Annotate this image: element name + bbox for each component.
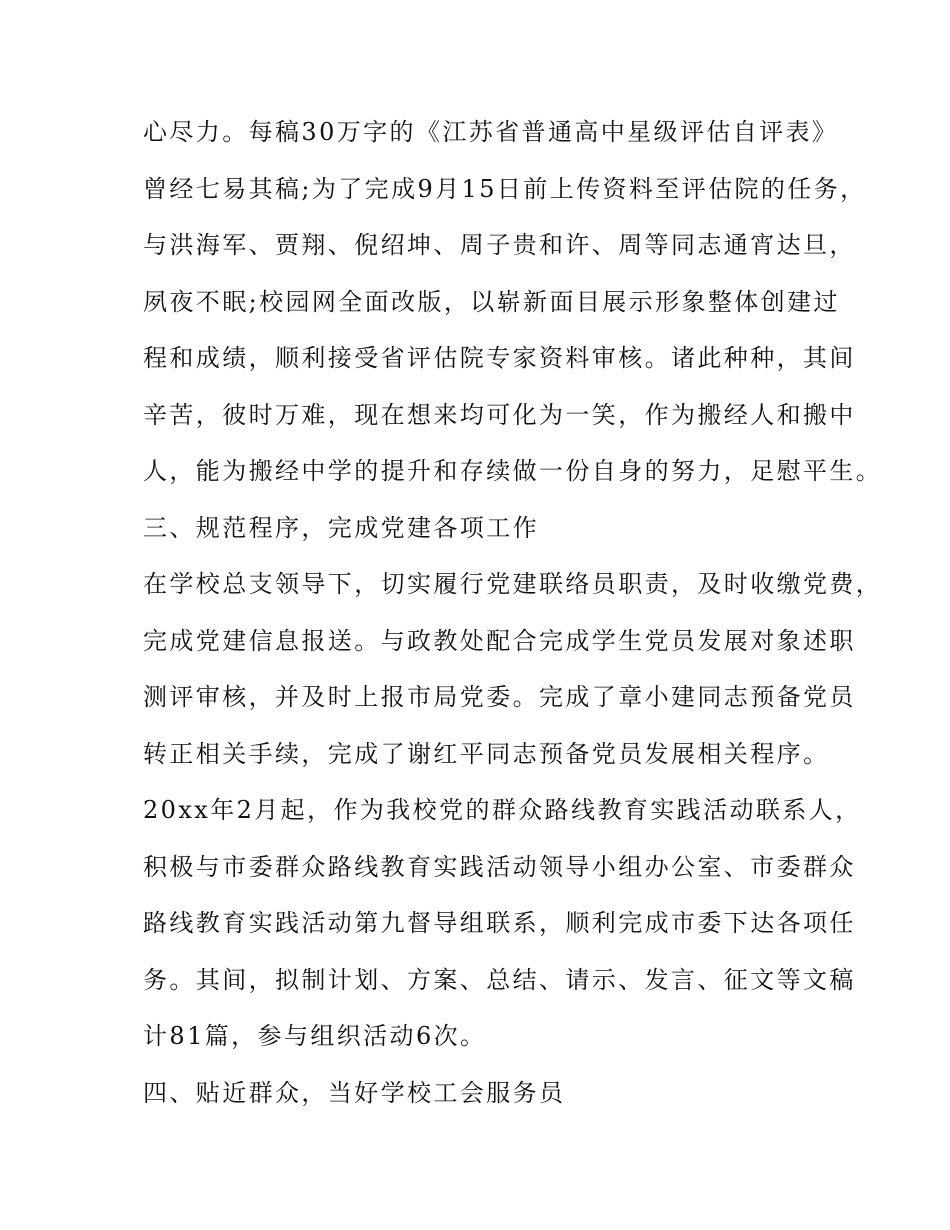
paragraph-line: 程和成绩，顺利接受省评估院专家资料审核。诸此种种，其间	[143, 344, 856, 372]
paragraph-line: 人，能为搬经中学的提升和存续做一份自身的努力，足慰平生。	[143, 457, 883, 485]
paragraph-line: 转正相关手续，完成了谢红平同志预备党员发展相关程序。	[143, 740, 830, 768]
paragraph-line: 20xx年2月起，作为我校党的群众路线教育实践活动联系人，	[143, 796, 862, 824]
paragraph-line: 计81篇，参与组织活动6次。	[143, 1022, 487, 1050]
section-heading: 三、规范程序，完成党建各项工作	[143, 514, 539, 542]
paragraph-line: 曾经七易其稿;为了完成9月15日前上传资料至评估院的任务，	[143, 175, 867, 203]
paragraph-line: 夙夜不眠;校园网全面改版，以崭新面目展示形象整体创建过	[143, 288, 840, 316]
paragraph-line: 务。其间，拟制计划、方案、总结、请示、发言、征文等文稿	[143, 966, 856, 994]
paragraph-line: 与洪海军、贾翔、倪绍坤、周子贵和许、周等同志通宵达旦，	[143, 231, 856, 259]
paragraph-line: 辛苦，彼时万难，现在想来均可化为一笑，作为搬经人和搬中	[143, 401, 856, 429]
paragraph-line: 心尽力。每稿30万字的《江苏省普通高中星级评估自评表》	[143, 118, 839, 146]
paragraph-line: 测评审核，并及时上报市局党委。完成了章小建同志预备党员	[143, 683, 856, 711]
paragraph-line: 在学校总支领导下，切实履行党建联络员职责，及时收缴党费，	[143, 570, 883, 598]
paragraph-line: 路线教育实践活动第九督导组联系，顺利完成市委下达各项任	[143, 909, 856, 937]
section-heading: 四、贴近群众，当好学校工会服务员	[143, 1079, 566, 1107]
paragraph-line: 积极与市委群众路线教育实践活动领导小组办公室、市委群众	[143, 853, 856, 881]
paragraph-line: 完成党建信息报送。与政教处配合完成学生党员发展对象述职	[143, 627, 856, 655]
